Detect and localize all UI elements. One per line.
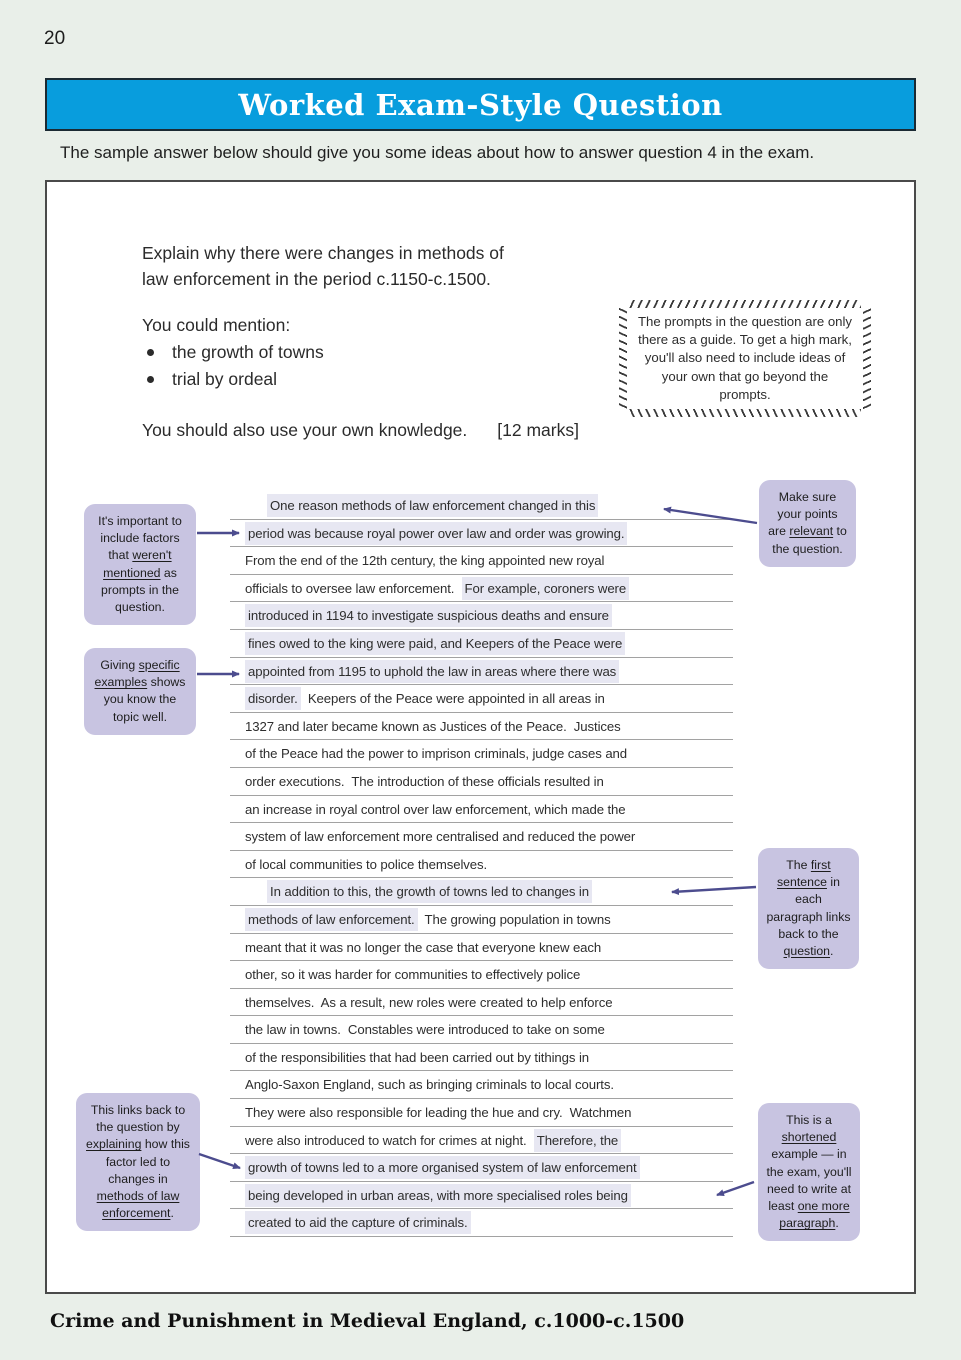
marks-label: [12 marks] [497,420,579,440]
knowledge-line [142,420,579,441]
answer-line [230,1154,733,1182]
question-line: Explain why there were changes in methods of [142,243,504,263]
answer-line [230,520,733,548]
answer-line: methods of law enforcement. The growing population in towns [230,906,733,934]
callout-specific-examples: Giving specific examples shows you know the topic well. [84,648,196,735]
bullet-label: the growth of towns [172,342,324,362]
highlighted-text: created to aid the capture of criminals. [245,1211,471,1234]
answer-line [230,878,733,906]
highlighted-text: For example, coroners were [462,577,630,600]
hatch-border-icon [863,308,871,409]
highlighted-text: appointed from 1195 to uphold the law in areas where there was [245,660,619,683]
callout-points-relevant: Make sure your points are relevant to the question. [759,480,856,567]
answer-line [230,1209,733,1237]
title-banner [45,78,916,131]
highlighted-text: methods of law enforcement. [245,908,418,931]
highlighted-text: disorder. [245,687,301,710]
answer-line: themselves. As a result, new roles were created to help enforce [230,989,733,1017]
callout-shortened-example: This is a shortened example — in the exam, you'll need to write at least one more paragraph. [758,1103,860,1241]
callout-first-sentence: The first sentence in each paragraph links back to the question. [758,848,859,969]
callout-links-back-explaining: This links back to the question by explaining how this factor led to changes in methods of law enforcement. [76,1093,200,1231]
page-title: Worked Exam-Style Question [238,87,723,122]
answer-line [230,1182,733,1210]
answer-line: of the responsibilities that had been carried out by tithings in [230,1044,733,1072]
highlighted-text: One reason methods of law enforcement changed in this [267,494,598,517]
answer-line: the law in towns. Constables were introduced to take on some [230,1016,733,1044]
answer-line: 1327 and later became known as Justices of the Peace. Justices [230,713,733,741]
intro-text: The sample answer below should give you some ideas about how to answer question 4 in the exam. [60,143,815,162]
highlighted-text: Therefore, the [534,1129,621,1152]
page-number: 20 [44,28,66,49]
answer-line: of local communities to police themselves. [230,851,733,879]
hand-drawn-tip-note [619,300,871,417]
prompts-label: You could mention: [142,315,291,335]
hatch-border-icon [629,409,861,417]
highlighted-text: growth of towns led to a more organised system of law enforcement [245,1156,640,1179]
hatch-border-icon [629,300,861,308]
answer-line [230,658,733,686]
knowledge-text: You should also use your own knowledge. [142,420,468,440]
answer-line: disorder. Keepers of the Peace were appointed in all areas in [230,685,733,713]
answer-line [230,602,733,630]
question-line: law enforcement in the period c.1150-c.1500. [142,269,491,289]
answer-line: system of law enforcement more centralised and reduced the power [230,823,733,851]
callout-factors-not-mentioned: It's important to include factors that weren't mentioned as prompts in the question. [84,504,196,625]
bullet-dot-icon [147,376,154,383]
answer-line: of the Peace had the power to imprison criminals, judge cases and [230,740,733,768]
exam-question-box [45,180,916,1294]
answer-line: an increase in royal control over law enforcement, which made the [230,796,733,824]
bullet-item [147,369,277,390]
footer-title: Crime and Punishment in Medieval England, c.1000-c.1500 [50,1310,685,1332]
hatch-border-icon [619,308,627,409]
highlighted-text: introduced in 1194 to investigate suspicious deaths and ensure [245,604,612,627]
bullet-label: trial by ordeal [172,369,278,389]
highlighted-text: period was because royal power over law and order was growing. [245,522,627,545]
bullet-dot-icon [147,349,154,356]
answer-line: officials to oversee law enforcement. For example, coroners were [230,575,733,603]
answer-line: They were also responsible for leading the hue and cry. Watchmen [230,1099,733,1127]
answer-line: From the end of the 12th century, the king appointed new royal [230,547,733,575]
tip-note-text: The prompts in the question are only there as a guide. To get a high mark, you'll also need to include ideas of your own that go beyond the prompts. [637,314,853,402]
answer-sheet [230,492,733,1237]
highlighted-text: In addition to this, the growth of towns led to changes in [267,880,592,903]
question-text [142,240,504,292]
answer-line [230,492,733,520]
answer-line: Anglo-Saxon England, such as bringing criminals to local courts. [230,1071,733,1099]
answer-line: meant that it was no longer the case that everyone knew each [230,934,733,962]
answer-line [230,630,733,658]
answer-line: were also introduced to watch for crimes at night. Therefore, the [230,1127,733,1155]
highlighted-text: being developed in urban areas, with more specialised roles being [245,1184,631,1207]
answer-line: order executions. The introduction of these officials resulted in [230,768,733,796]
highlighted-text: fines owed to the king were paid, and Keepers of the Peace were [245,632,625,655]
answer-line: other, so it was harder for communities to effectively police [230,961,733,989]
bullet-item [147,342,324,363]
